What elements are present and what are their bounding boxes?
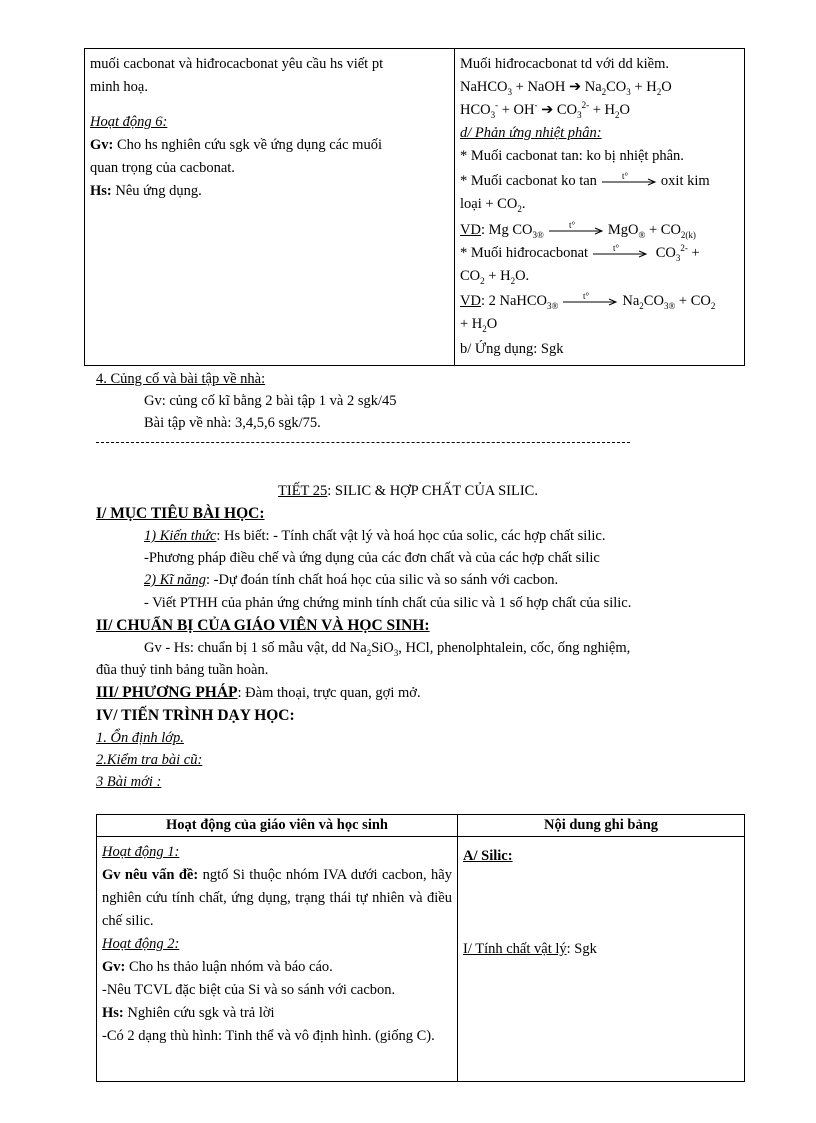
equation: $HCO_3^- + OH^-$ ➔ $CO_3^{2-} + H_2O$ [460, 100, 630, 120]
equation: VD: Mg $CO_{3®}$ t° $MgO_® + CO_{2(k)}$ [460, 219, 696, 240]
equation: $CO_2 + H_2O$. [460, 268, 530, 286]
text-line: * Muối cacbonat ko tan t° oxit kim [460, 170, 710, 189]
text-block: -Có 2 dạng thù hình: Tinh thể và vô định hình. (giống C). [102, 1028, 435, 1044]
activity-cell [97, 837, 458, 1082]
text-line: Hs: Nêu ứng dụng. [90, 183, 202, 199]
text-line: b/ Ứng dụng: Sgk [460, 341, 564, 357]
equation: NaHCO$_3$ + NaOH ➔ $Na_2CO_3 + H_2O$ [460, 79, 672, 97]
equation: VD: 2 NaHCO$_{3®}$ t° $Na_2CO_{3®} + CO_2$ [460, 290, 716, 311]
table-header: Hoạt động của giáo viên và học sinh [97, 815, 458, 837]
text-line: đũa thuỷ tinh bảng tuần hoàn. [96, 662, 269, 678]
text-line: * Muối hiđrocacbonat t° $CO_3^{2-}$ + [460, 242, 700, 263]
arrow-icon: ➔ [568, 79, 582, 95]
subsection-heading: d/ Phản ứng nhiệt phân: [460, 125, 602, 141]
svg-text:t°: t° [621, 170, 629, 181]
svg-text:t°: t° [583, 290, 590, 301]
top-table [84, 48, 745, 366]
text-line: * Muối cacbonat tan: ko bị nhiệt phân. [460, 148, 684, 164]
text-line: Gv - Hs: chuẩn bị 1 số mẫu vật, dd $Na_2SiO_3$, HCl, phenolphtalein, cốc, ống nghiệm, [144, 640, 631, 658]
text-line: muối cacbonat và hiđrocacbonat yêu cầu hs viết pt [90, 56, 384, 72]
equation: + $H_2O$ [460, 316, 498, 334]
section-heading: II/ CHUẨN BỊ CỦA GIÁO VIÊN VÀ HỌC SINH: [96, 617, 430, 634]
text-block: Gv nêu vấn đề: ngtố Si thuộc nhóm IVA dưới cacbon, hãy nghiên cứu tính chất, ứng dụng, trạng thái tự nhiên và điều chế silic. [102, 867, 452, 929]
activity-heading: Hoạt động 1: [102, 844, 180, 860]
step-heading: 3 Bài mới : [96, 774, 162, 790]
text-line: Gv: Cho hs nghiên cứu sgk về ứng dụng các muối [90, 137, 382, 153]
text-line: Hs: Nghiên cứu sgk và trả lời [102, 1005, 275, 1021]
activity-heading: Hoạt động 2: [102, 936, 180, 952]
text-line: - Viết PTHH của phản ứng chứng minh tính chất của silic và 1 số hợp chất của silic. [144, 595, 632, 611]
table-header: Nội dung ghi bảng [458, 815, 745, 837]
activity-heading: Hoạt động 6: [90, 114, 168, 130]
text-line: I/ Tính chất vật lý: Sgk [463, 941, 597, 957]
lesson-table [96, 814, 745, 1082]
top-left-cell [85, 49, 455, 366]
top-right-cell [455, 49, 745, 366]
text-line: -Nêu TCVL đặc biệt của Si và so sánh với cacbon. [102, 982, 396, 998]
text-line: quan trọng của cacbonat. [90, 160, 235, 176]
text-line: 2) Kĩ năng: -Dự đoán tính chất hoá học của silic và so sánh với cacbon. [144, 572, 559, 588]
section-heading: I/ MỤC TIÊU BÀI HỌC: [96, 505, 265, 522]
heat-arrow-icon [600, 170, 658, 187]
step-heading: 2.Kiểm tra bài cũ: [96, 752, 203, 768]
section-title: 4. Củng cố và bài tập về nhà: [96, 371, 266, 387]
content-cell [458, 837, 745, 1082]
subsection-heading: A/ Silic: [463, 848, 513, 864]
dashed-divider [96, 442, 630, 443]
text-line: minh hoạ. [90, 79, 148, 95]
text-line: Gv: Cho hs thảo luận nhóm và báo cáo. [102, 959, 333, 975]
heat-arrow-icon [561, 290, 619, 307]
heat-arrow-icon [591, 242, 649, 259]
text-line: Gv: củng cố kĩ bằng 2 bài tập 1 và 2 sgk/45 [144, 393, 397, 409]
svg-text:t°: t° [568, 219, 575, 230]
section-heading: IV/ TIẾN TRÌNH DẠY HỌC: [96, 707, 295, 724]
lesson-title: TIẾT 25: SILIC & HỢP CHẤT CỦA SILIC. [278, 483, 538, 499]
text-line: loại + $CO_2$. [460, 196, 526, 214]
text-line: Bài tập về nhà: 3,4,5,6 sgk/75. [144, 415, 321, 431]
text-line: Muối hiđrocacbonat td với dd kiềm. [460, 56, 670, 72]
text-line: -Phương pháp điều chế và ứng dụng của các đơn chất và của các hợp chất silic [144, 550, 600, 566]
svg-text:t°: t° [613, 242, 620, 253]
heat-arrow-icon [547, 219, 605, 236]
arrow-icon: ➔ [541, 102, 554, 118]
step-heading: 1. Ổn định lớp. [96, 730, 184, 746]
section-heading: III/ PHƯƠNG PHÁP: Đàm thoại, trực quan, gợi mở. [96, 684, 421, 701]
text-line: 1) Kiến thức: Hs biết: - Tính chất vật lý và hoá học của solic, các hợp chất silic. [144, 528, 606, 544]
